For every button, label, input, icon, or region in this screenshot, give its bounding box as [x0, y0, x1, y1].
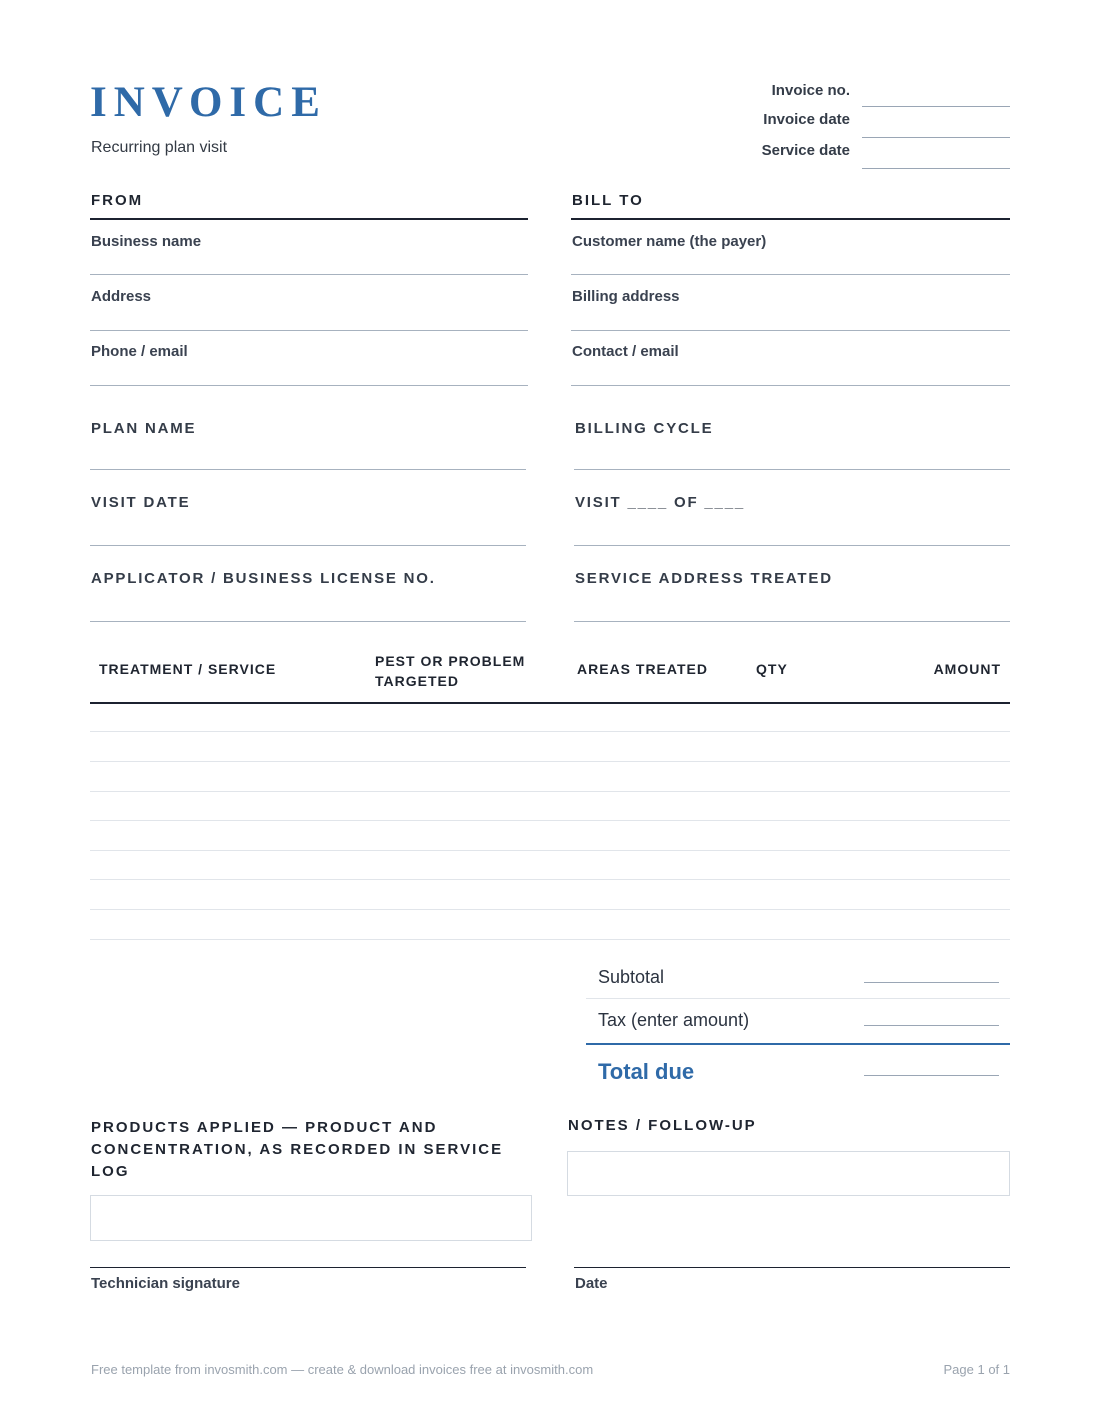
visit-date-label: VISIT DATE	[91, 494, 191, 511]
tax-field[interactable]	[864, 1025, 999, 1026]
business-name-label: Business name	[91, 233, 202, 250]
customer-name-label: Customer name (the payer)	[572, 233, 767, 250]
column-header-amount: AMOUNT	[933, 661, 1001, 677]
service-date-label: Service date	[761, 142, 850, 159]
table-row[interactable]	[90, 761, 1010, 762]
visit-date-field[interactable]	[90, 545, 526, 546]
date-label: Date	[575, 1275, 608, 1292]
plan-name-field[interactable]	[90, 469, 526, 470]
line-items-table	[90, 704, 1010, 941]
service-address-label: SERVICE ADDRESS TREATED	[575, 570, 833, 587]
contact-email-field[interactable]	[571, 385, 1010, 386]
column-header-treatment: TREATMENT / SERVICE	[99, 661, 277, 677]
column-header-areas: AREAS TREATED	[577, 661, 708, 677]
table-row[interactable]	[90, 879, 1010, 880]
address-field[interactable]	[90, 330, 528, 331]
invoice-number-field[interactable]	[862, 106, 1010, 107]
visit-of-field[interactable]	[574, 545, 1010, 546]
table-row[interactable]	[90, 820, 1010, 821]
invoice-number-label: Invoice no.	[771, 82, 850, 99]
billing-cycle-label: BILLING CYCLE	[575, 420, 714, 437]
total-divider	[586, 1043, 1010, 1045]
table-row[interactable]	[90, 731, 1010, 732]
tax-label: Tax (enter amount)	[598, 1010, 750, 1030]
subtotal-field[interactable]	[864, 982, 999, 983]
plan-name-label: PLAN NAME	[91, 420, 197, 437]
total-due-label: Total due	[598, 1059, 695, 1084]
bill-to-heading: BILL TO	[572, 192, 644, 209]
invoice-title: INVOICE	[90, 79, 327, 126]
subtotal-label: Subtotal	[598, 967, 665, 987]
phone-email-field[interactable]	[90, 385, 528, 386]
license-field[interactable]	[90, 621, 526, 622]
bill-to-rule	[571, 218, 1010, 220]
column-header-qty: QTY	[756, 661, 788, 677]
from-heading: FROM	[91, 192, 144, 209]
from-rule	[90, 218, 528, 220]
visit-of-label: VISIT ____ OF ____	[575, 494, 745, 511]
business-name-field[interactable]	[90, 274, 528, 275]
service-address-field[interactable]	[574, 621, 1010, 622]
table-row[interactable]	[90, 909, 1010, 910]
date-signature-line[interactable]	[574, 1267, 1010, 1268]
technician-signature-label: Technician signature	[91, 1275, 240, 1292]
subtotal-divider	[586, 998, 1010, 999]
license-label: APPLICATOR / BUSINESS LICENSE NO.	[91, 570, 436, 587]
service-date-field[interactable]	[862, 168, 1010, 169]
technician-signature-line[interactable]	[90, 1267, 526, 1268]
phone-email-label: Phone / email	[91, 343, 188, 360]
page-number: Page 1 of 1	[943, 1362, 1010, 1377]
column-header-pest: PEST OR PROBLEM TARGETED	[375, 653, 526, 689]
table-row[interactable]	[90, 791, 1010, 792]
customer-name-field[interactable]	[571, 274, 1010, 275]
total-due-field[interactable]	[864, 1075, 999, 1076]
notes-input[interactable]	[567, 1151, 1010, 1196]
billing-cycle-field[interactable]	[574, 469, 1010, 470]
products-heading: PRODUCTS APPLIED — PRODUCT AND CONCENTRATION, AS RECORDED IN SERVICE LOG	[91, 1119, 504, 1180]
contact-email-label: Contact / email	[572, 343, 679, 360]
invoice-date-label: Invoice date	[763, 111, 850, 128]
address-label: Address	[91, 288, 152, 305]
table-row[interactable]	[90, 939, 1010, 940]
billing-address-label: Billing address	[572, 288, 680, 305]
footer-credit: Free template from invosmith.com — create & download invoices free at invosmith.com	[91, 1362, 594, 1377]
products-input[interactable]	[90, 1195, 532, 1241]
invoice-subtitle: Recurring plan visit	[91, 139, 228, 156]
notes-heading: NOTES / FOLLOW-UP	[568, 1117, 757, 1134]
billing-address-field[interactable]	[571, 330, 1010, 331]
table-row[interactable]	[90, 850, 1010, 851]
invoice-date-field[interactable]	[862, 137, 1010, 138]
